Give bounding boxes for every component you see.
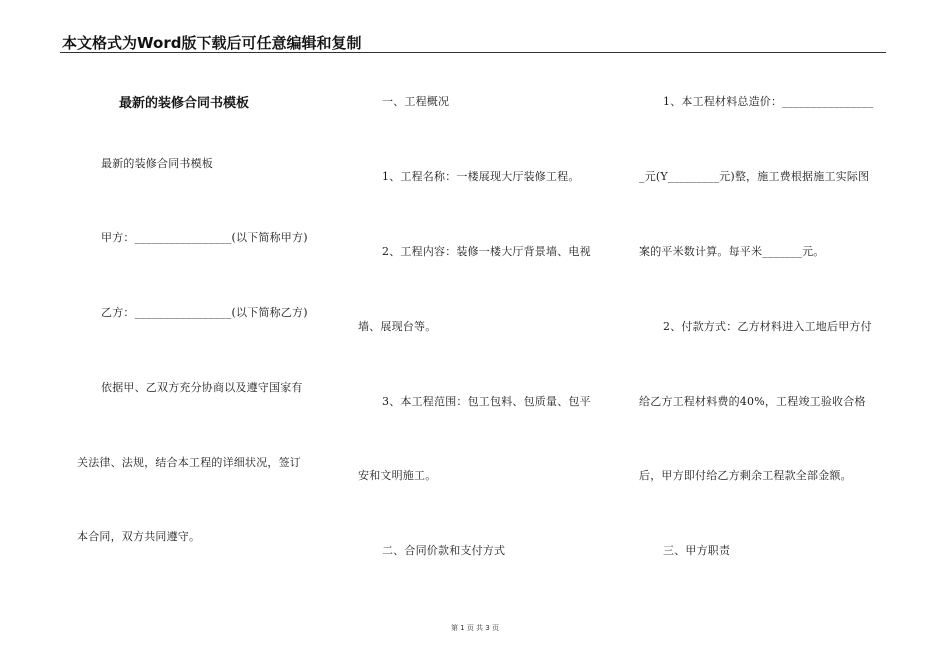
document-title: 最新的装修合同书模板 xyxy=(119,96,250,111)
paragraph-line: 1、本工程材料总造价：________________ xyxy=(663,95,874,108)
paragraph-line: 最新的装修合同书模板 xyxy=(101,157,213,170)
paragraph-line: 乙方：_________________(以下简称乙方) xyxy=(101,306,308,319)
paragraph-line: 安和文明施工。 xyxy=(358,469,437,482)
page-indicator: 第 1 页 共 3 页 xyxy=(450,624,500,632)
paragraph-line: 2、工程内容：装修一楼大厅背景墙、电视 xyxy=(382,245,591,258)
header-title: 本文格式为Word版下载后可任意编辑和复制 xyxy=(62,34,362,52)
section-heading: 二、合同价款和支付方式 xyxy=(382,544,506,557)
paragraph-line: 甲方：_________________(以下简称甲方) xyxy=(101,231,308,244)
paragraph-line: 墙、展现台等。 xyxy=(358,320,437,333)
paragraph-line: _元(Y_________元)整，施工费根据施工实际图 xyxy=(639,170,870,183)
paragraph-line: 2、付款方式：乙方材料进入工地后甲方付 xyxy=(663,320,872,333)
section-heading: 一、工程概况 xyxy=(382,95,450,108)
header-divider xyxy=(60,52,886,53)
paragraph-line: 案的平米数计算。每平米_______元。 xyxy=(639,245,825,258)
paragraph-line: 1、工程名称：一楼展现大厅装修工程。 xyxy=(382,170,580,183)
paragraph-line: 本合同，双方共同遵守。 xyxy=(77,530,201,543)
paragraph-line: 3、本工程范围：包工包料、包质量、包平 xyxy=(382,395,591,408)
paragraph-line: 给乙方工程材料费的40%，工程竣工验收合格 xyxy=(639,395,866,408)
section-heading: 三、甲方职责 xyxy=(663,544,731,557)
paragraph-line: 依据甲、乙双方充分协商以及遵守国家有 xyxy=(101,381,303,394)
paragraph-line: 后，甲方即付给乙方剩余工程款全部金额。 xyxy=(639,469,852,482)
paragraph-line: 关法律、法规，结合本工程的详细状况，签订 xyxy=(77,456,301,469)
